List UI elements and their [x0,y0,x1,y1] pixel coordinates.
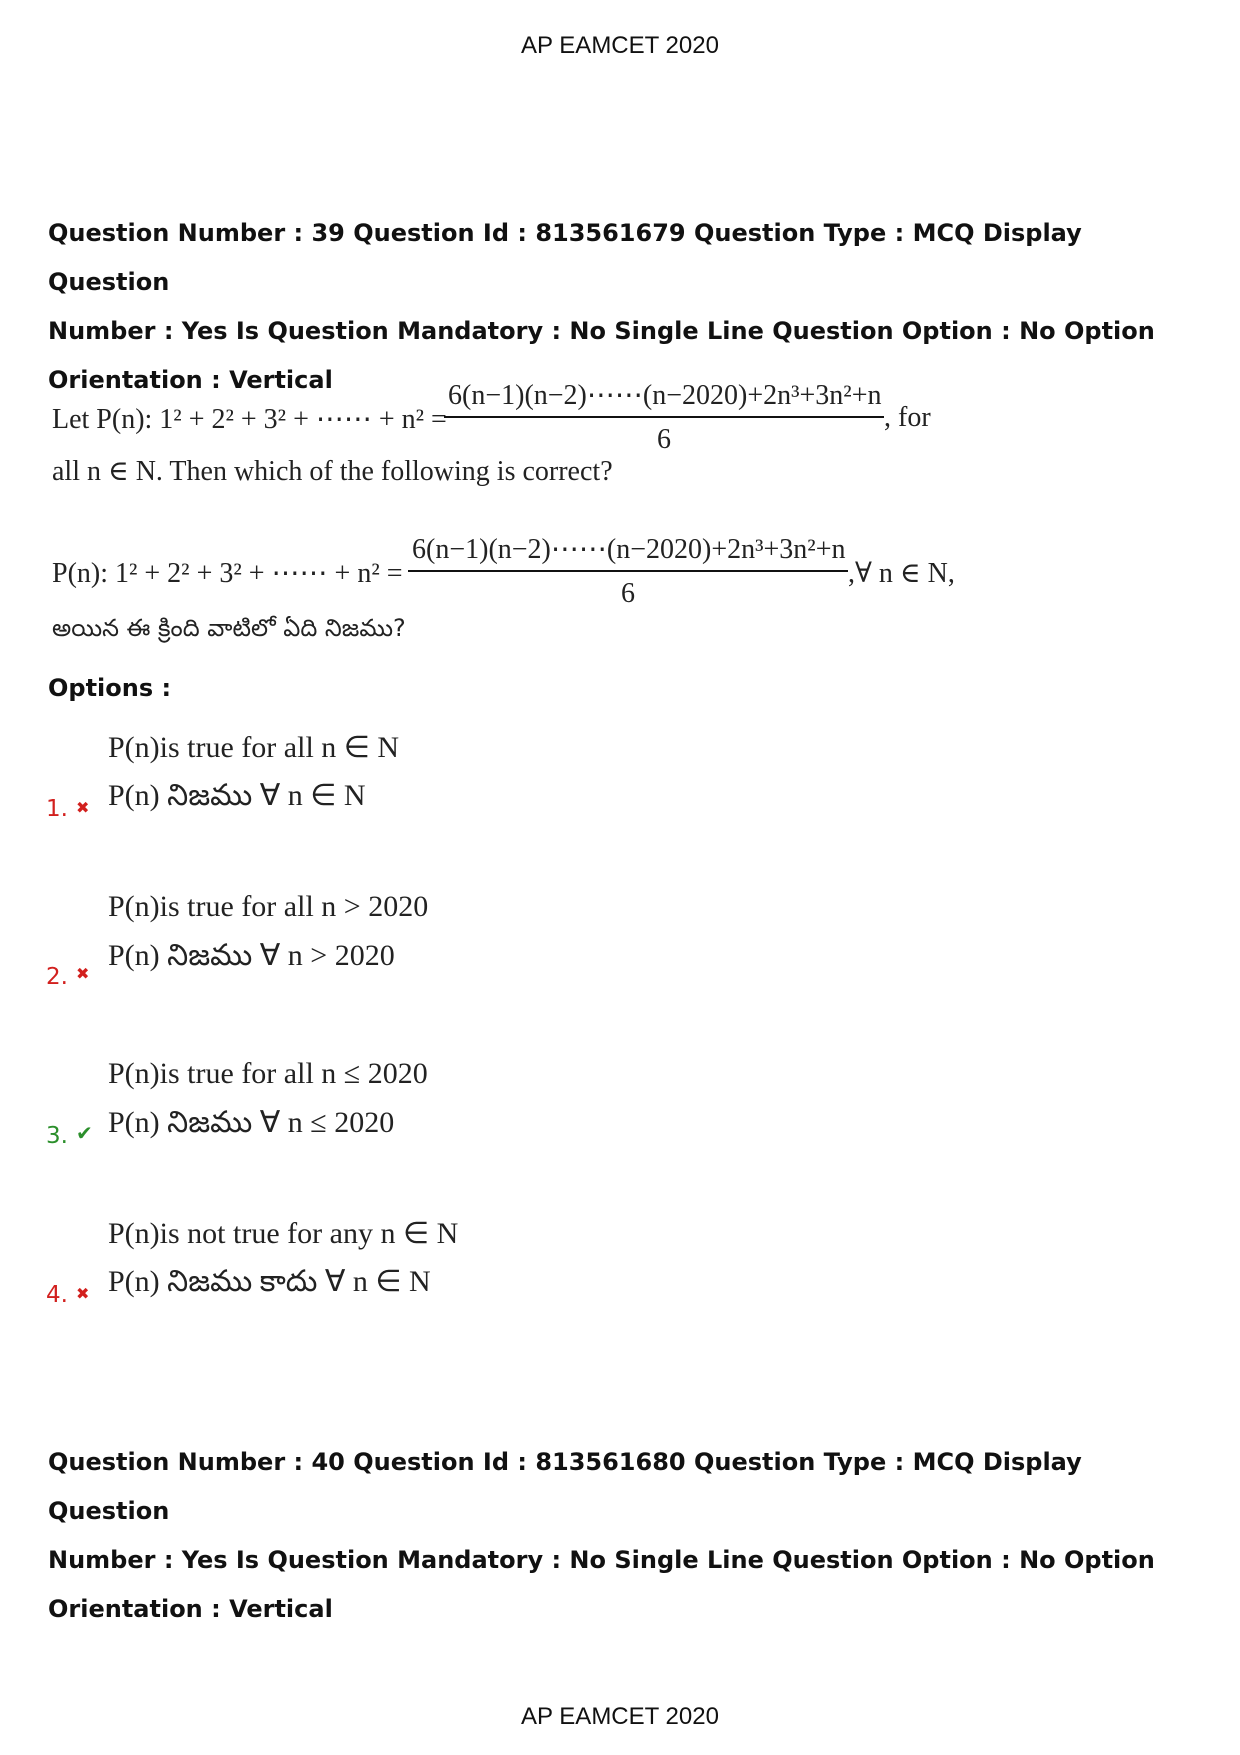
q40-meta-line-3: Orientation : Vertical [48,1595,333,1623]
wrong-mark-icon: ✖ [76,964,90,983]
stem-telugu-line-2: అయిన ఈ క్రింది వాటిలో ఏది నిజము? [52,614,406,642]
option-4-telugu: P(n) నిజము కాదు ∀ n ∈ N [108,1265,431,1298]
option-1-english: P(n)is true for all n ∈ N [108,731,400,764]
q40-meta-line-1: Question Number : 40 Question Id : 813561680 Question Type : MCQ Display Question [48,1448,1082,1525]
q39-meta-line-1: Question Number : 39 Question Id : 813561679 Question Type : MCQ Display Question [48,219,1082,296]
stem-english-trail: , for [884,402,931,433]
stem-english-numerator: 6(n−1)(n−2)⋯⋯(n−2020)+2n³+3n²+n [444,378,884,418]
stem-english-fraction [444,378,884,456]
question-39-metadata [48,209,1168,405]
option-3-telugu: P(n) నిజము ∀ n ≤ 2020 [108,1106,395,1139]
question-39-stem-telugu [52,532,955,652]
options-label: Options : [48,674,172,702]
stem-english-line-2: all n ∈ N. Then which of the following is correct? [52,456,613,487]
option-1-number: 1. [46,796,68,822]
stem-english-lead: Let P(n): 1² + 2² + 3² + ⋯⋯ + n² = [52,404,447,435]
correct-check-icon: ✔ [76,1121,93,1145]
option-1[interactable] [46,730,746,850]
option-4-english: P(n)is not true for any n ∈ N [108,1217,459,1250]
q40-meta-line-2: Number : Yes Is Question Mandatory : No Single Line Question Option : No Option [48,1546,1155,1574]
option-3-english: P(n)is true for all n ≤ 2020 [108,1057,428,1090]
wrong-mark-icon: ✖ [76,1284,90,1303]
page-footer: AP EAMCET 2020 [521,1703,719,1730]
wrong-mark-icon: ✖ [76,798,90,817]
option-2-telugu: P(n) నిజము ∀ n > 2020 [108,939,395,972]
question-40-metadata [48,1438,1168,1634]
question-39-stem-english [52,378,952,488]
stem-english-denominator: 6 [657,424,671,455]
stem-telugu-trail: ,∀ n ∈ N, [848,558,955,589]
stem-telugu-fraction [408,532,848,610]
page-header: AP EAMCET 2020 [521,32,719,59]
q39-meta-line-3: Orientation : Vertical [48,366,333,394]
q39-meta-line-2: Number : Yes Is Question Mandatory : No Single Line Question Option : No Option [48,317,1155,345]
option-4[interactable] [46,1216,746,1336]
option-1-telugu: P(n) నిజము ∀ n ∈ N [108,779,366,812]
option-2-number: 2. [46,964,68,990]
option-3[interactable] [46,1057,746,1177]
stem-telugu-lead: P(n): 1² + 2² + 3² + ⋯⋯ + n² = [52,558,403,589]
option-2[interactable] [46,890,746,1010]
option-3-number: 3. [46,1123,68,1149]
option-2-english: P(n)is true for all n > 2020 [108,890,429,923]
option-4-number: 4. [46,1282,68,1308]
stem-telugu-denominator: 6 [621,578,635,609]
stem-telugu-numerator: 6(n−1)(n−2)⋯⋯(n−2020)+2n³+3n²+n [408,532,848,572]
